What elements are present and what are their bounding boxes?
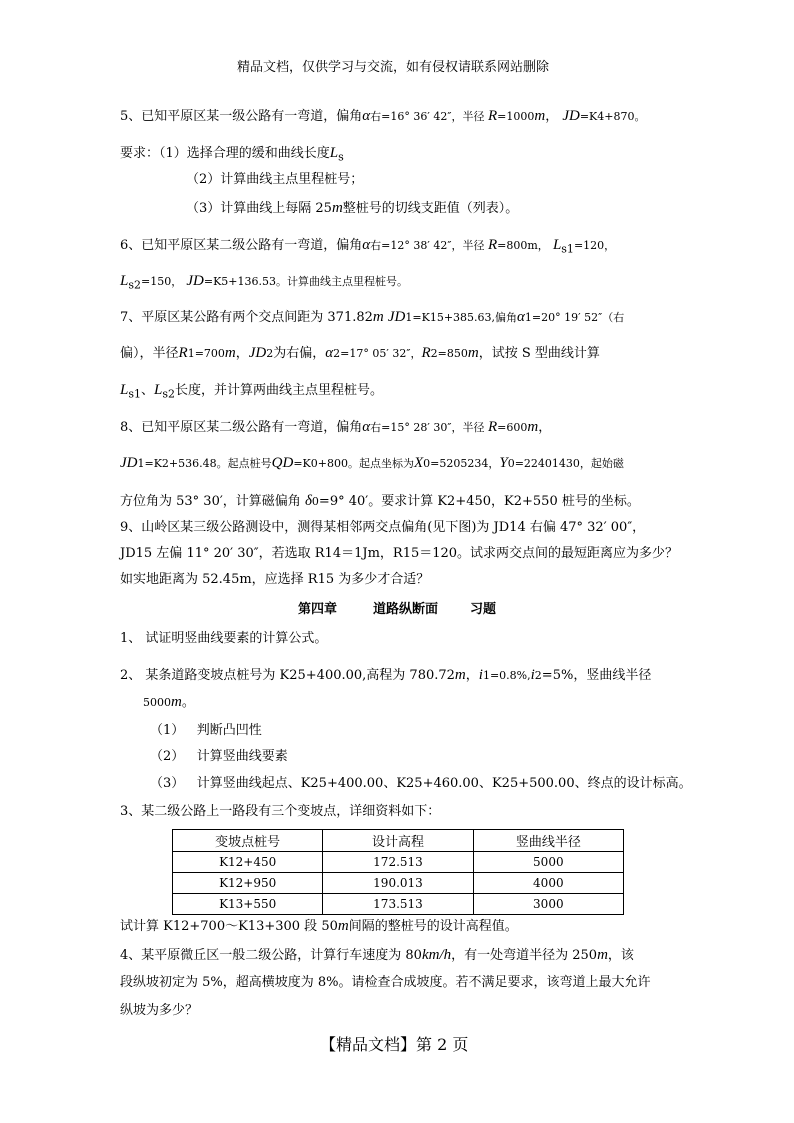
chapter-title: 道路纵断面: [373, 602, 439, 617]
c4-q4-line1: 4、某平原微丘区一般二级公路，计算行车速度为 80km/h，有一处弯道半径为 250m，该: [120, 947, 634, 963]
q8-line2: JD1=K2+536.48。起点桩号QD=K0+800。起点坐标为X0=5205234，Y0=22401430，起始磁: [120, 455, 624, 471]
q7-line3: $L_{s1}$、$L_{s2}$长度，并计算两曲线主点里程桩号。: [120, 382, 384, 401]
table-cell: 172.513: [323, 852, 473, 873]
c4-q2-line2: 5000m。: [143, 694, 195, 710]
q8-line1: 8、已知平原区某二级公路有一弯道，偏角α右=15° 28′ 30″，半径 R=600m，: [120, 419, 552, 435]
chapter-subtitle: 习题: [470, 602, 497, 617]
table-header-row: [173, 830, 624, 852]
q5-requirements: 要求：（1）选择合理的缓和曲线长度$L_s$: [120, 145, 344, 164]
q9-line2: JD15 左偏 11° 20′ 30″，若选取 R14＝1Jm，R15＝120。试求两交点间的最短距离应为多少？: [120, 546, 679, 561]
q8-line3: 方位角为 53° 30′，计算磁偏角 δ0=9° 40′。要求计算 K2+450，K2+550 桩号的坐标。: [120, 493, 640, 509]
table-row: [173, 852, 624, 873]
c4-q4-line2: 段纵坡初定为 5%，超高横坡度为 8%。请检查合成坡度。若不满足要求，该弯道上最大允许: [120, 975, 651, 990]
table-row: [173, 894, 624, 915]
table-cell: K12+450: [173, 852, 323, 873]
c4-q2-line1: 2、 某条道路变坡点桩号为 K25+400.00,高程为 780.72m，i1=0.8%,i2=5%，竖曲线半径: [120, 667, 652, 683]
c4-q4-line3: 纵坡为多少？: [120, 1003, 199, 1018]
q7-line2: 偏），半径R1=700m，JD2为右偏，α2=17° 05′ 32″，R2=850m，试按 S 型曲线计算: [120, 345, 600, 361]
table-header: 变坡点桩号: [173, 830, 323, 852]
table-cell: 3000: [473, 894, 623, 915]
c4-q3-task: 试计算 K12+700～K13+300 段 50m间隔的整桩号的设计高程值。: [120, 918, 518, 934]
c4-q2-item2: （2） 计算竖曲线要素: [150, 749, 288, 764]
table-header: 设计高程: [323, 830, 473, 852]
q7-line1: 7、平原区某公路有两个交点间距为 371.82m JD1=K15+385.63,偏角α1=20° 19′ 52″（右: [120, 309, 625, 325]
table-cell: K13+550: [173, 894, 323, 915]
chapter-number: 第四章: [298, 602, 338, 617]
table-cell: 190.013: [323, 873, 473, 894]
table-row: [173, 873, 624, 894]
table-cell: 5000: [473, 852, 623, 873]
c4-q1: 1、 试证明竖曲线要素的计算公式。: [120, 631, 328, 646]
page-footer: 【精品文档】第 2 页: [320, 1035, 469, 1054]
q9-line1: 9、山岭区某三级公路测设中，测得某相邻两交点偏角(见下图)为 JD14 右偏 47° 32′ 00″，: [120, 520, 646, 535]
q6-line2: $L_{s2}=150$， JD=K5+136.53。计算曲线主点里程桩号。: [120, 273, 408, 292]
q6-line1: 6、已知平原区某二级公路有一弯道，偏角α右=12° 38′ 42″，半径 R=800m， $L_{s1}=120$，: [120, 237, 616, 256]
page-header: 精品文档，仅供学习与交流，如有侵权请联系网站删除: [237, 60, 550, 75]
c4-q3-intro: 3、某二级公路上一路段有三个变坡点，详细资料如下：: [120, 804, 441, 819]
table-cell: K12+950: [173, 873, 323, 894]
q9-line3: 如实地距离为 52.45m，应选择 R15 为多少才合适？: [120, 572, 430, 587]
c4-q2-item1: （1） 判断凸凹性: [150, 723, 262, 738]
table-cell: 4000: [473, 873, 623, 894]
grade-change-table: [172, 829, 624, 915]
table-cell: 173.513: [323, 894, 473, 915]
q5-req3: （3）计算曲线上每隔 25m整桩号的切线支距值（列表）。: [186, 200, 519, 216]
q5-req2: （2）计算曲线主点里程桩号；: [186, 172, 364, 187]
c4-q2-item3: （3） 计算竖曲线起点、K25+400.00、K25+460.00、K25+500.00、终点的设计标高。: [150, 776, 692, 791]
table-header: 竖曲线半径: [473, 830, 623, 852]
q5-line1: 5、已知平原区某一级公路有一弯道，偏角α右=16° 36′ 42″，半径 R=1000m， JD=K4+870。: [120, 108, 646, 124]
